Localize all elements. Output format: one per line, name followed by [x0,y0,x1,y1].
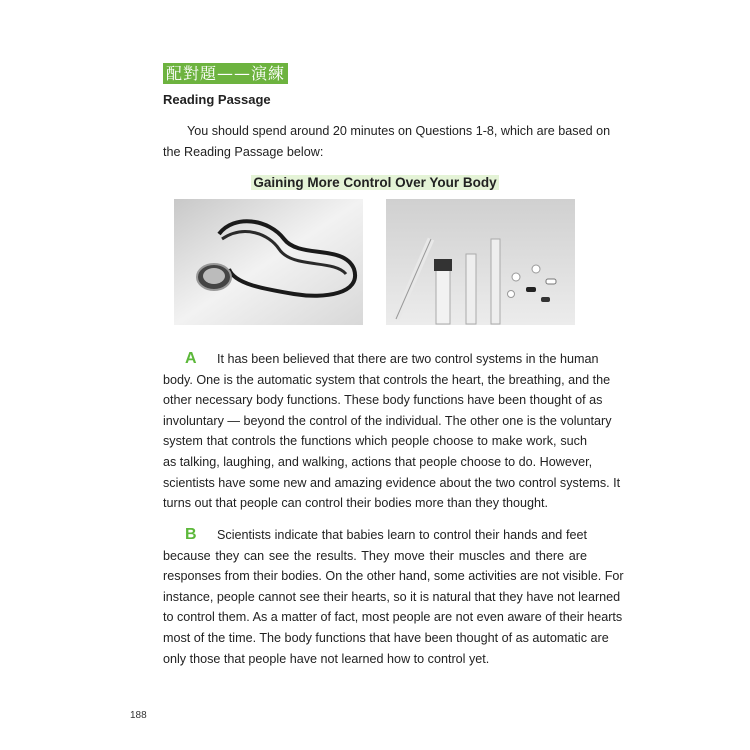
paragraph-line: only those that people have not learned how to control yet. [163,651,490,666]
subheading: Reading Passage [163,92,271,107]
paragraph-a [163,349,621,514]
syringes-pills-image [386,199,575,325]
paragraph-line: system that controls the functions which people choose to make work, such [163,434,587,449]
paragraph-b [163,525,624,669]
passage-title-text: Gaining More Control Over Your Body [253,175,497,190]
paragraph-line-text: Scientists indicate that babies learn to control their hands and feet [217,528,587,542]
intro-text [163,121,611,162]
paragraph-line: other necessary body functions. These body functions have been thought of as [163,393,603,408]
paragraph-line: most of the time. The body functions that have been thought of as automatic are [163,630,609,645]
paragraph-letter: A [185,350,197,367]
intro-line: You should spend around 20 minutes on Questions 1-8, which are based on [187,124,611,138]
page-number: 188 [130,710,147,721]
paragraph-line: involuntary — beyond the control of the individual. The other one is the voluntary [163,413,612,428]
paragraph-line: because they can see the results. They move their muscles and there are [163,548,587,563]
paragraph-letter: B [185,526,197,543]
stethoscope-image [174,199,363,325]
paragraph-line [163,525,587,546]
intro-line: the Reading Passage below: [163,144,324,159]
passage-title [0,175,750,190]
paragraph-line: body. One is the automatic system that controls the heart, the breathing, and the [163,372,611,387]
paragraph-line [163,349,599,370]
paragraph-line: scientists have some new and amazing evidence about the two control systems. It [163,475,621,490]
paragraph-line: to control them. As a matter of fact, most people are not even aware of their hearts [163,610,623,625]
paragraph-line-text: It has been believed that there are two control systems in the human [217,352,599,366]
paragraph-line: responses from their bodies. On the other hand, some activities are not visible. For [163,569,624,584]
paragraph-line: as talking, laughing, and walking, actions that people choose to do. However, [163,454,593,469]
paragraph-line: instance, people cannot see their hearts, so it is natural that they have not learned [163,589,621,604]
section-badge: 配對題——演練 [163,63,288,84]
paragraph-line: turns out that people can control their bodies more than they thought. [163,496,549,511]
